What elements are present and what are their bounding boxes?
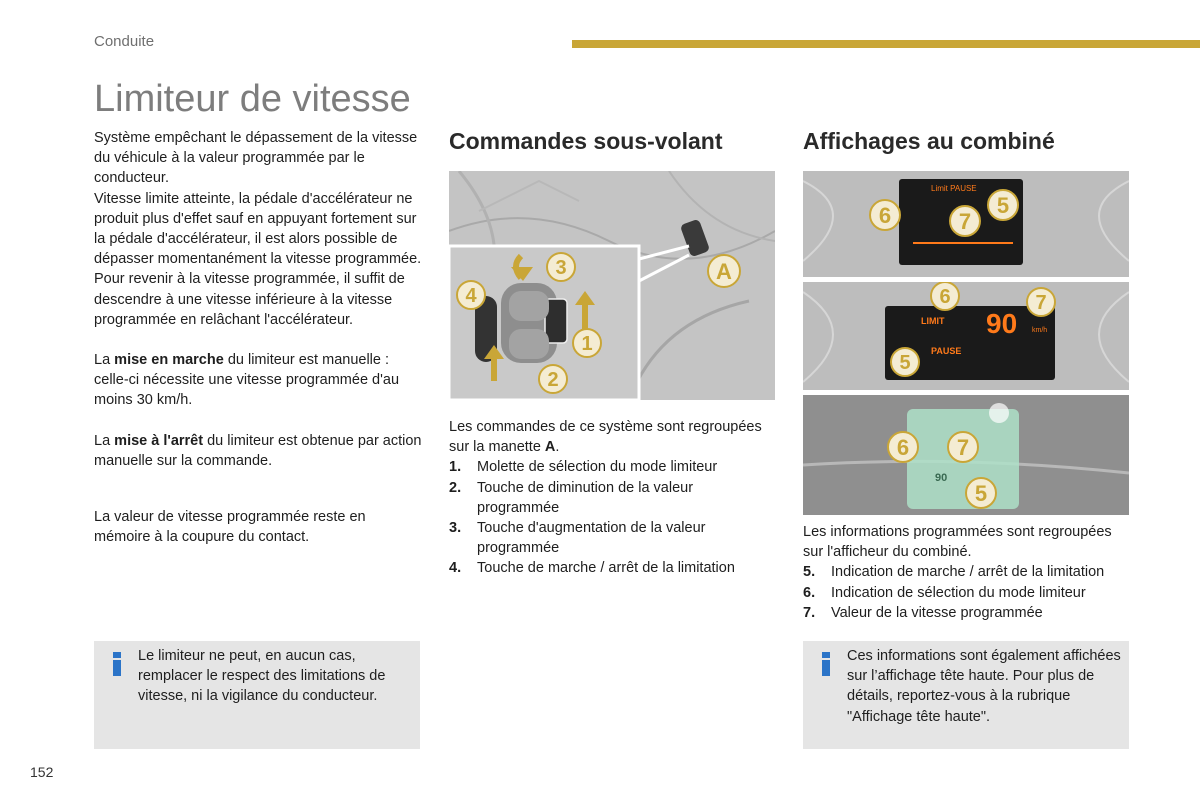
steering-controls-illustration <box>449 171 775 400</box>
display-panel-2 <box>803 282 1129 390</box>
memoire-paragraph: La valeur de vitesse programmée reste en mémoire à la coupure du contact. <box>94 509 366 546</box>
svg-text:4: 4 <box>465 285 477 307</box>
svg-text:5: 5 <box>996 193 1010 218</box>
affichages-list <box>803 562 1133 623</box>
info-box-text: Ces informations sont également affichées sur l’affichage tête haute. Pour plus de détails, reportez-vous à la rubrique "Affichage tête haute". <box>847 648 1121 725</box>
svg-text:5: 5 <box>974 481 988 506</box>
callout-7 <box>950 206 980 236</box>
display-text-limit: LIMIT <box>921 316 945 326</box>
cluster-displays-figure <box>803 171 1129 515</box>
svg-text:6: 6 <box>939 286 951 308</box>
section-label: Conduite <box>94 33 155 50</box>
intro-paragraph-1: Système empêchant le dépassement de la vitesse du véhicule à la valeur programmée par le conducteur. <box>94 130 418 187</box>
intro-paragraph-2: Vitesse limite atteinte, la pédale d'accélérateur ne produit plus d'effet sauf en appuyant fortement sur la pédale d'accélérateur, il est alors possible de dépasser momentanément la vitesse programmée. <box>94 190 422 268</box>
commandes-list <box>449 457 769 578</box>
page-title: Limiteur de vitesse <box>94 78 411 120</box>
info-icon <box>820 652 832 676</box>
affichages-description: Les informations programmées sont regroupées sur l'afficheur du combiné. <box>803 524 1112 561</box>
affichages-heading: Affichages au combiné <box>803 128 1055 154</box>
intro-column <box>94 128 424 547</box>
list-item: 2. Touche de diminution de la valeur programmée <box>449 479 694 516</box>
callout-a <box>708 255 740 287</box>
commandes-description: Les commandes de ce système sont regroupées sur la manette A. <box>449 419 762 456</box>
callout-7 <box>948 432 978 462</box>
callout-7 <box>1027 288 1055 316</box>
svg-text:2: 2 <box>547 369 559 391</box>
commandes-text <box>449 417 769 579</box>
svg-text:6: 6 <box>896 435 910 460</box>
svg-text:7: 7 <box>1035 292 1047 314</box>
list-item: 1. Molette de sélection du mode limiteur <box>449 459 718 476</box>
info-icon <box>111 652 123 676</box>
callout-4 <box>457 281 485 309</box>
callout-2 <box>539 365 567 393</box>
callout-5 <box>891 348 919 376</box>
callout-3 <box>547 253 575 281</box>
list-item: 4. Touche de marche / arrêt de la limitation <box>449 560 735 577</box>
callout-5 <box>966 478 996 508</box>
hud-text-speed: 90 <box>935 472 948 484</box>
mise-en-marche-paragraph: La mise en marche du limiteur est manuelle : celle-ci nécessite une vitesse programmée d'au moins 30 km/h. <box>94 352 400 409</box>
callout-6 <box>888 432 918 462</box>
header-accent-bar <box>572 40 1200 48</box>
list-item: 3. Touche d'augmentation de la valeur programmée <box>449 520 706 557</box>
svg-text:5: 5 <box>899 352 911 374</box>
mise-a-larret-paragraph: La mise à l'arrêt du limiteur est obtenue par action manuelle sur la commande. <box>94 432 422 469</box>
svg-text:A: A <box>716 259 732 284</box>
svg-text:7: 7 <box>956 435 970 460</box>
display-panel-3-hud <box>803 395 1129 515</box>
display-text-limit-pause: Limit PAUSE <box>931 184 977 193</box>
callout-1 <box>573 329 601 357</box>
list-item: 5. Indication de marche / arrêt de la limitation <box>803 564 1105 581</box>
list-item: 6. Indication de sélection du mode limiteur <box>803 584 1086 601</box>
callout-6 <box>870 200 900 230</box>
commandes-heading: Commandes sous-volant <box>449 128 723 154</box>
affichages-text <box>803 522 1133 623</box>
svg-text:3: 3 <box>555 257 567 279</box>
display-text-unit: km/h <box>1032 327 1048 334</box>
info-box-affichage <box>803 641 1129 749</box>
svg-text:1: 1 <box>581 333 593 355</box>
svg-text:6: 6 <box>878 203 892 228</box>
page-number: 152 <box>30 764 54 780</box>
list-item: 7. Valeur de la vitesse programmée <box>803 604 1043 621</box>
intro-paragraph-3: Pour revenir à la vitesse programmée, il suffit de descendre à une vitesse inférieure à la vitesse programmée en relâchant l'accélérateur. <box>94 271 405 328</box>
info-box-text: Le limiteur ne peut, en aucun cas, remplacer le respect des limitations de vitesse, ni la vigilance du conducteur. <box>138 648 386 705</box>
display-text-speed: 90 <box>986 308 1018 339</box>
steering-controls-figure <box>449 171 775 400</box>
svg-text:7: 7 <box>958 209 972 234</box>
display-text-pause: PAUSE <box>931 346 962 356</box>
callout-6 <box>931 282 959 310</box>
info-box-limiteur <box>94 641 420 749</box>
callout-5 <box>988 190 1018 220</box>
display-panel-1 <box>803 171 1129 277</box>
